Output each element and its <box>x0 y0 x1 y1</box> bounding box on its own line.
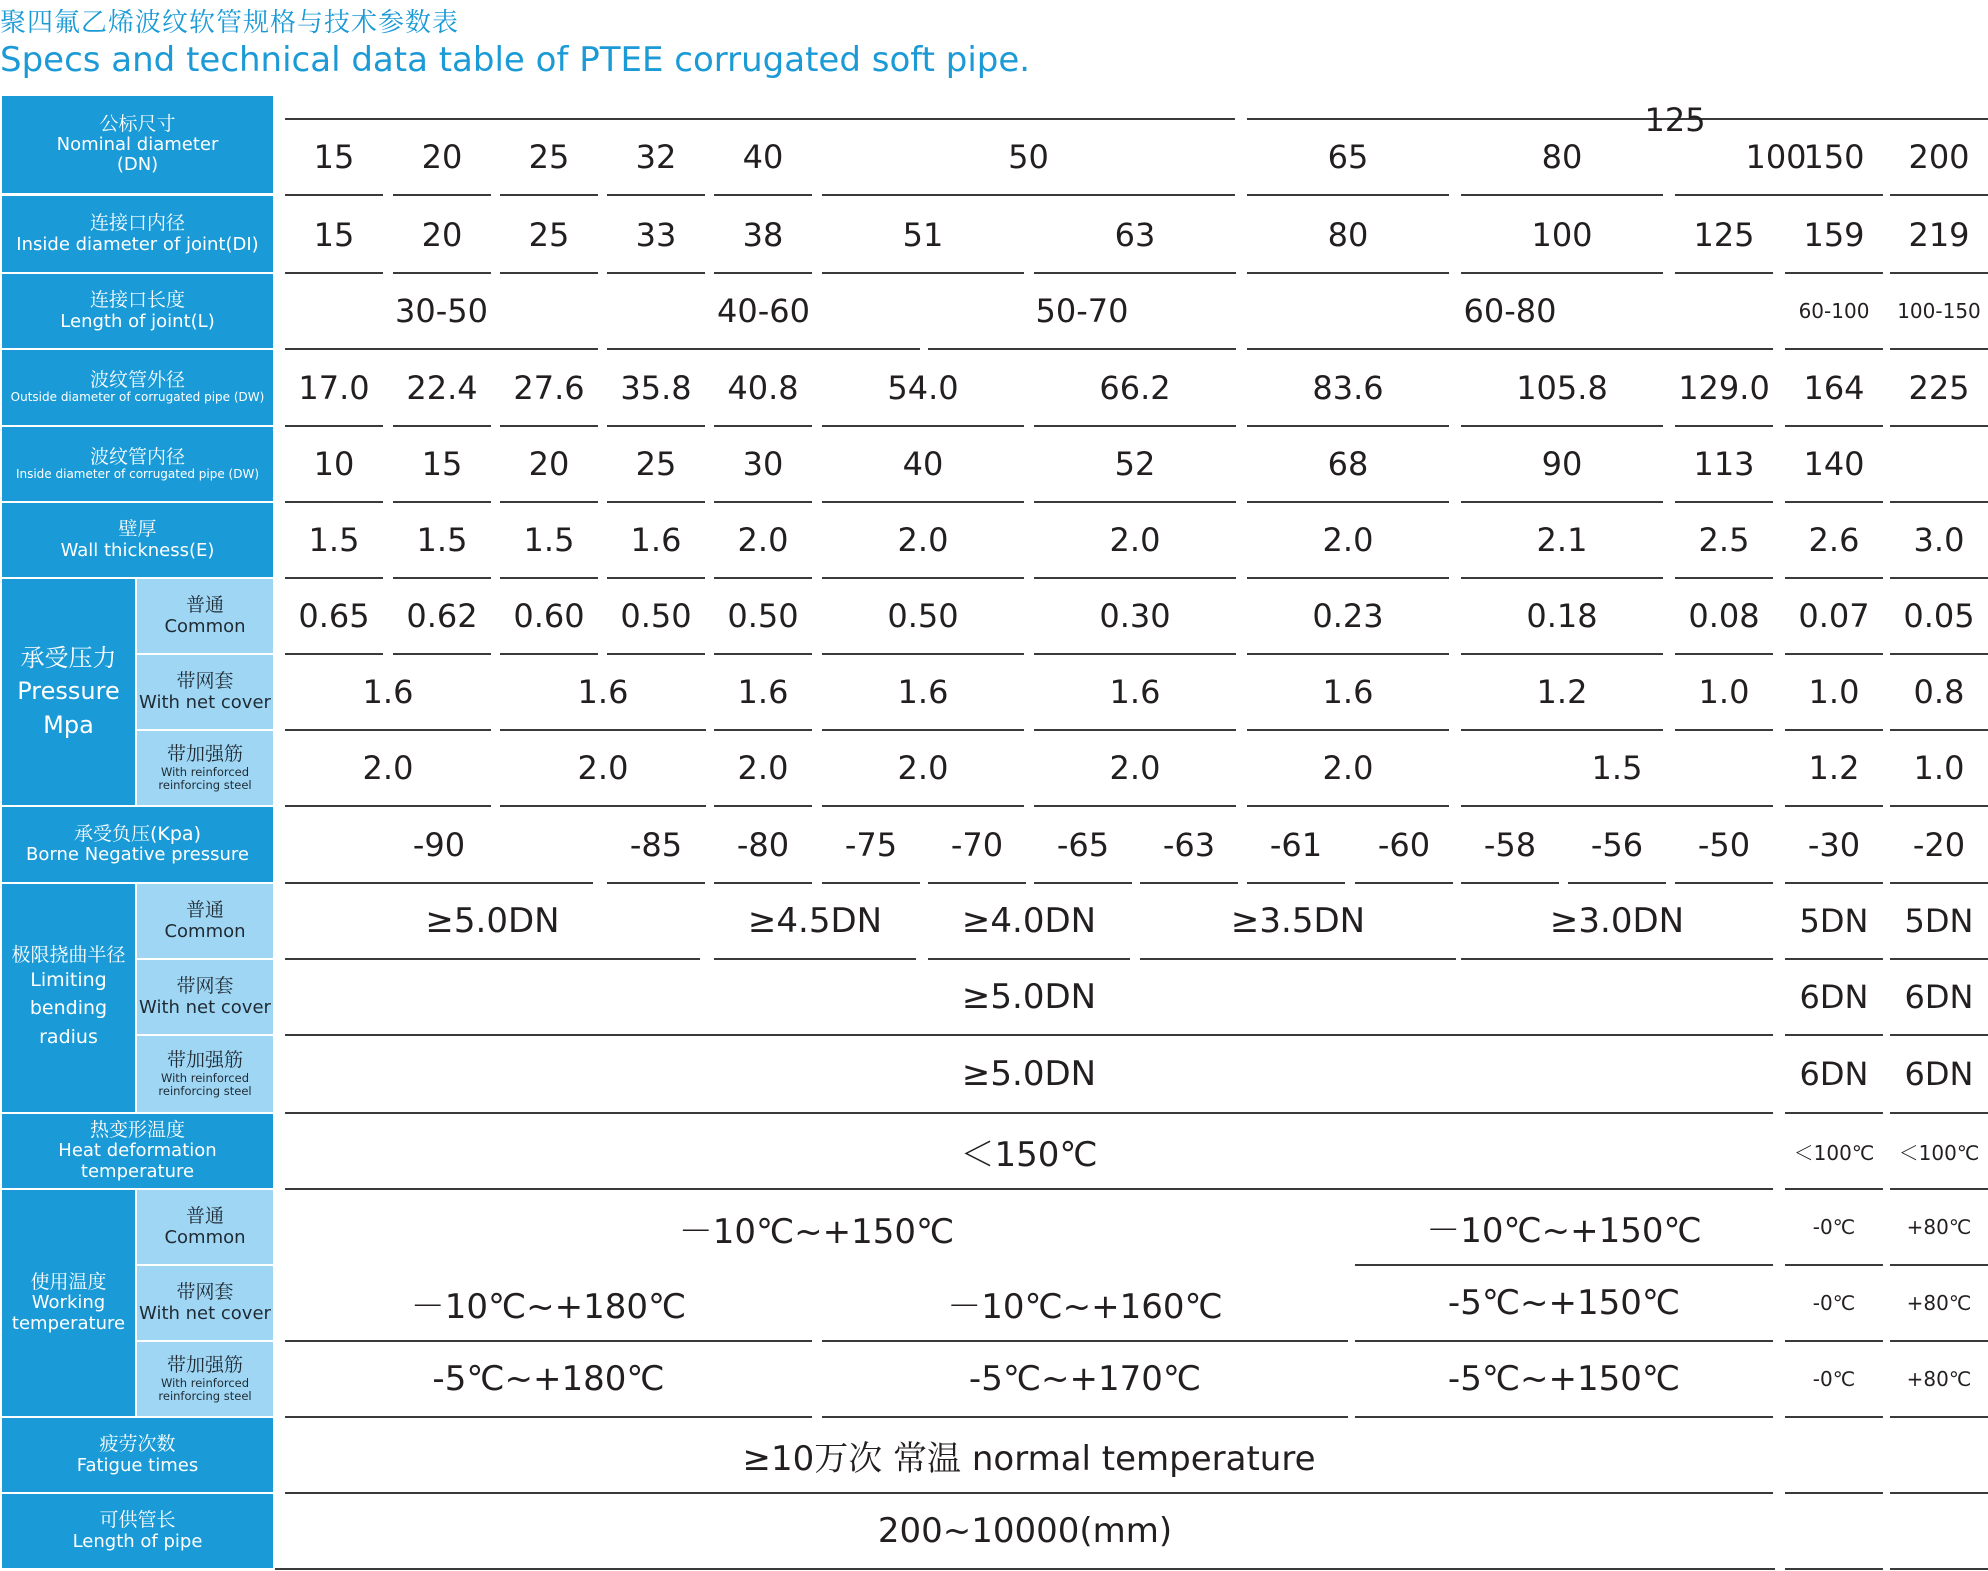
cell-wall-thickness: 2.1 <box>1461 503 1663 579</box>
header-outside-corrugated <box>2 350 273 425</box>
header-en-unit: Mpa <box>43 710 94 739</box>
header-cn: 承受压力 <box>20 643 117 672</box>
cell-bending-common: ≥4.0DN <box>928 884 1130 960</box>
cell-nominal-diameter: 150 <box>1785 120 1883 196</box>
cell-pressure-common: 0.23 <box>1247 579 1449 655</box>
header-pressure <box>2 579 135 805</box>
cell-nominal-diameter: 25 <box>500 120 598 196</box>
subheader-cn: 普通 <box>185 898 224 921</box>
cell-pressure-common: 0.50 <box>607 579 705 655</box>
cell-pipe-length-empty <box>1785 1494 1883 1570</box>
subheader-bending-common <box>137 884 273 958</box>
cell-pressure-net: 1.6 <box>500 655 706 731</box>
cell-negative-pressure: -60 <box>1355 807 1453 884</box>
cell-length-joint: 60-100 <box>1785 274 1883 350</box>
header-cn: 波纹管外径 <box>89 369 185 392</box>
cell-temp-reinforced: -0℃ <box>1785 1342 1883 1418</box>
cell-wall-thickness: 1.5 <box>500 503 598 579</box>
cell-wall-thickness: 2.0 <box>1034 503 1236 579</box>
cell-bending-reinforced: 6DN <box>1890 1036 1988 1114</box>
cell-fatigue-empty <box>1890 1418 1988 1494</box>
cell-outside-corrugated: 129.0 <box>1675 350 1773 427</box>
cell-inside-corrugated: 20 <box>500 427 598 503</box>
cell-temp-reinforced: +80℃ <box>1890 1342 1988 1418</box>
subheader-en: With net cover <box>139 1302 271 1324</box>
cell-pressure-net: 1.2 <box>1461 655 1663 731</box>
cell-inside-corrugated: 140 <box>1785 427 1883 503</box>
header-negative-pressure <box>2 807 273 882</box>
subheader-temp-net <box>137 1266 273 1340</box>
cell-outside-corrugated: 66.2 <box>1034 350 1236 427</box>
cell-bending-net: ≥5.0DN <box>285 960 1773 1036</box>
cell-temp-common: －10℃~+150℃ <box>678 1211 955 1252</box>
cell-inside-corrugated: 15 <box>393 427 491 503</box>
cell-wall-thickness: 1.5 <box>285 503 383 579</box>
cell-pressure-common: 0.62 <box>393 579 491 655</box>
header-en-unit: (DN) <box>116 154 159 176</box>
cell-pressure-reinforced: 2.0 <box>822 731 1024 807</box>
cell-bending-common: 5DN <box>1785 884 1883 960</box>
cell-wall-thickness: 3.0 <box>1890 503 1988 579</box>
cell-wall-thickness: 2.0 <box>714 503 812 579</box>
cell-wall-thickness: 2.6 <box>1785 503 1883 579</box>
header-en: Length of pipe <box>72 1530 203 1552</box>
cell-pressure-reinforced: 2.0 <box>285 731 491 807</box>
cell-negative-pressure: -58 <box>1461 807 1559 884</box>
cell-fatigue-empty <box>1785 1418 1883 1494</box>
header-cn: 波纹管内径 <box>89 445 185 468</box>
cell-inside-joint: 159 <box>1785 198 1883 274</box>
cell-pressure-net: 1.6 <box>714 655 812 731</box>
header-cn: 热变形温度 <box>89 1119 185 1142</box>
header-en: Pressure <box>17 677 120 706</box>
cell-length-joint: 30-50 <box>285 274 598 350</box>
header-en: Wall thickness(E) <box>60 539 215 561</box>
cell-inside-joint: 33 <box>607 198 705 274</box>
header-en: Working <box>31 1292 106 1314</box>
cell-pressure-common: 0.07 <box>1785 579 1883 655</box>
subheader-bending-net <box>137 960 273 1034</box>
header-inside-corrugated <box>2 427 273 501</box>
cell-bending-reinforced: ≥5.0DN <box>285 1036 1773 1114</box>
cell-negative-pressure: -63 <box>1140 807 1238 884</box>
cell-outside-corrugated: 225 <box>1890 350 1988 427</box>
cell-temp-net: -0℃ <box>1785 1266 1883 1342</box>
cell-heat-deformation: ＜100℃ <box>1890 1114 1988 1190</box>
cell-outside-corrugated: 35.8 <box>607 350 705 427</box>
cell-length-joint: 60-80 <box>1247 274 1773 350</box>
cell-inside-corrugated: 52 <box>1034 427 1236 503</box>
cell-nominal-diameter: 32 <box>607 120 705 196</box>
header-cn: 公标尺寸 <box>99 112 176 135</box>
cell-temp-common: +80℃ <box>1890 1190 1988 1266</box>
header-nominal-diameter <box>2 96 273 193</box>
header-en: radius <box>39 1025 98 1048</box>
header-working-temp <box>2 1190 135 1416</box>
cell-inside-joint: 80 <box>1247 198 1449 274</box>
header-en: Length of joint(L) <box>60 310 215 332</box>
cell-pressure-reinforced: 2.0 <box>500 731 706 807</box>
cell-wall-thickness: 1.6 <box>607 503 705 579</box>
subheader-cn: 普通 <box>185 1204 224 1227</box>
subheader-pressure-common <box>137 579 273 653</box>
cell-wall-thickness: 2.5 <box>1675 503 1773 579</box>
cell-pressure-common: 0.30 <box>1034 579 1236 655</box>
cell-temp-net: －10℃~+180℃ <box>285 1266 812 1342</box>
cell-inside-corrugated: 30 <box>714 427 812 503</box>
cell-temp-common: －10℃~+150℃ <box>1355 1190 1773 1266</box>
header-en: Borne Negative pressure <box>26 844 249 866</box>
subheader-en: With reinforced <box>160 1070 250 1085</box>
header-wall-thickness <box>2 503 273 577</box>
cell-inside-corrugated <box>1890 427 1988 503</box>
cell-bending-common: ≥3.5DN <box>1140 884 1456 960</box>
cell-outside-corrugated: 27.6 <box>500 350 598 427</box>
cell-pressure-net: 1.0 <box>1675 655 1773 731</box>
header-inside-joint <box>2 196 273 272</box>
subheader-cn: 带网套 <box>176 669 234 692</box>
header-cn: 连接口长度 <box>89 289 185 312</box>
cell-temp-net: +80℃ <box>1890 1266 1988 1342</box>
header-en: Inside diameter of joint(DI) <box>16 233 259 255</box>
cell-nominal-diameter: 200 <box>1890 120 1988 196</box>
cell-bending-reinforced: 6DN <box>1785 1036 1883 1114</box>
cell-temp-reinforced: -5℃~+170℃ <box>822 1342 1348 1418</box>
cell-bending-common: ≥5.0DN <box>285 884 700 960</box>
cell-heat-deformation: ＜150℃ <box>285 1114 1773 1190</box>
cell-nominal-diameter: 50 <box>822 120 1235 196</box>
cell-negative-pressure: -61 <box>1247 807 1345 884</box>
subheader-cn: 带网套 <box>176 974 234 997</box>
cell-pressure-net: 1.6 <box>1034 655 1236 731</box>
cell-pressure-common: 0.08 <box>1675 579 1773 655</box>
cell-temp-common: -0℃ <box>1785 1190 1883 1266</box>
cell-negative-pressure: -50 <box>1675 807 1773 884</box>
header-en: bending <box>29 997 108 1020</box>
cell-outside-corrugated: 17.0 <box>285 350 383 427</box>
cell-heat-deformation: ＜100℃ <box>1785 1114 1883 1190</box>
header-en: Inside diameter of corrugated pipe (DW) <box>15 466 260 481</box>
cell-negative-pressure: -65 <box>1034 807 1132 884</box>
cell-pressure-reinforced: 2.0 <box>1247 731 1449 807</box>
cell-nominal-diameter: 100 <box>1675 120 1877 196</box>
header-cn: 壁厚 <box>118 518 157 541</box>
cell-inside-joint: 63 <box>1034 198 1236 274</box>
cell-pressure-common: 0.18 <box>1461 579 1663 655</box>
cell-pressure-net: 1.6 <box>822 655 1024 731</box>
page-title-en: Specs and technical data table of PTEE corrugated soft pipe. <box>0 40 1031 80</box>
subheader-en: reinforcing steel <box>158 777 252 792</box>
cell-inside-corrugated: 68 <box>1247 427 1449 503</box>
cell-wall-thickness: 2.0 <box>822 503 1024 579</box>
cell-nominal-diameter: 20 <box>393 120 491 196</box>
subheader-en: With reinforced <box>160 764 250 779</box>
cell-pressure-net: 1.0 <box>1785 655 1883 731</box>
cell-pipe-length: 200~10000(mm) <box>275 1494 1775 1570</box>
cell-bending-net: 6DN <box>1785 960 1883 1036</box>
cell-wall-thickness: 2.0 <box>1247 503 1449 579</box>
subheader-temp-common <box>137 1190 273 1264</box>
cell-outside-corrugated: 105.8 <box>1461 350 1663 427</box>
header-en: temperature <box>11 1312 126 1334</box>
subheader-en: reinforcing steel <box>158 1083 252 1098</box>
cell-pressure-reinforced: 2.0 <box>1034 731 1236 807</box>
cell-pressure-common: 0.05 <box>1890 579 1988 655</box>
cell-outside-corrugated: 164 <box>1785 350 1883 427</box>
header-bending-radius <box>2 884 135 1112</box>
cell-inside-corrugated: 25 <box>607 427 705 503</box>
cell-temp-reinforced: -5℃~+180℃ <box>285 1342 812 1418</box>
cell-outside-corrugated: 83.6 <box>1247 350 1449 427</box>
cell-inside-joint: 51 <box>822 198 1024 274</box>
cell-outside-corrugated: 40.8 <box>714 350 812 427</box>
header-en: Nominal diameter <box>56 133 219 155</box>
cell-negative-pressure: -75 <box>822 807 920 884</box>
cell-bending-net: 6DN <box>1890 960 1988 1036</box>
header-fatigue <box>2 1418 273 1492</box>
cell-temp-net: -5℃~+150℃ <box>1355 1266 1773 1342</box>
subheader-pressure-net <box>137 655 273 729</box>
subheader-en: reinforcing steel <box>158 1388 252 1403</box>
cell-negative-pressure: -56 <box>1568 807 1666 884</box>
header-cn: 极限挠曲半径 <box>11 943 126 966</box>
cell-bending-common: ≥3.0DN <box>1461 884 1773 960</box>
header-en: Limiting <box>30 968 107 991</box>
subheader-cn: 带加强筋 <box>166 742 243 765</box>
cell-inside-corrugated: 40 <box>822 427 1024 503</box>
cell-pressure-net: 1.6 <box>1247 655 1449 731</box>
subheader-cn: 普通 <box>185 593 224 616</box>
header-cn: 使用温度 <box>30 1271 107 1294</box>
header-cn: 连接口内径 <box>89 212 185 235</box>
cell-inside-joint: 219 <box>1890 198 1988 274</box>
subheader-en: With reinforced <box>160 1375 250 1390</box>
cell-inside-corrugated: 10 <box>285 427 383 503</box>
cell-inside-corrugated: 90 <box>1461 427 1663 503</box>
cell-bending-common: 5DN <box>1890 884 1988 960</box>
cell-negative-pressure: -85 <box>607 807 705 884</box>
header-length-joint <box>2 274 273 348</box>
cell-negative-pressure: -20 <box>1890 807 1988 884</box>
header-cn: 承受负压(Kpa) <box>74 822 201 845</box>
cell-pressure-common: 0.60 <box>500 579 598 655</box>
subheader-cn: 带网套 <box>176 1280 234 1303</box>
cell-inside-joint: 15 <box>285 198 383 274</box>
subheader-en: Common <box>164 1226 246 1248</box>
header-heat-deformation <box>2 1114 273 1188</box>
cell-bending-common: ≥4.5DN <box>714 884 916 960</box>
cell-pressure-common: 0.65 <box>285 579 383 655</box>
subheader-cn: 带加强筋 <box>166 1048 243 1071</box>
cell-negative-pressure: -90 <box>285 807 593 884</box>
cell-outside-corrugated: 54.0 <box>822 350 1024 427</box>
cell-inside-joint: 20 <box>393 198 491 274</box>
cell-inside-corrugated: 113 <box>1675 427 1773 503</box>
header-en: Fatigue times <box>76 1454 199 1476</box>
cell-pipe-length-empty <box>1890 1494 1988 1570</box>
cell-inside-joint: 125 <box>1675 198 1773 274</box>
cell-length-joint: 50-70 <box>928 274 1236 350</box>
cell-fatigue: ≥10万次 常温 normal temperature <box>285 1418 1773 1494</box>
cell-wall-thickness: 1.5 <box>393 503 491 579</box>
page-title-cn: 聚四氟乙烯波纹软管规格与技术参数表 <box>0 8 460 38</box>
subheader-en: With net cover <box>139 996 271 1018</box>
header-pipe-length <box>2 1494 273 1568</box>
cell-pressure-common: 0.50 <box>714 579 812 655</box>
header-en: Heat deformation temperature <box>58 1140 217 1182</box>
header-en: Outside diameter of corrugated pipe (DW) <box>10 390 265 405</box>
cell-pressure-net: 0.8 <box>1890 655 1988 731</box>
cell-inside-joint: 38 <box>714 198 812 274</box>
cell-pressure-reinforced: 2.0 <box>714 731 812 807</box>
cell-pressure-common: 0.50 <box>822 579 1024 655</box>
cell-nominal-diameter: 65 <box>1247 120 1449 196</box>
cell-length-joint: 40-60 <box>607 274 920 350</box>
cell-pressure-reinforced: 1.2 <box>1785 731 1883 807</box>
subheader-en: Common <box>164 615 246 637</box>
cell-length-joint: 100-150 <box>1890 274 1988 350</box>
subheader-bending-reinforced <box>137 1036 273 1112</box>
cell-negative-pressure: -80 <box>714 807 812 884</box>
cell-inside-joint: 25 <box>500 198 598 274</box>
subheader-temp-reinforced <box>137 1342 273 1416</box>
cell-nominal-diameter: 40 <box>714 120 812 196</box>
cell-negative-pressure: -30 <box>1785 807 1883 884</box>
subheader-cn: 带加强筋 <box>166 1353 243 1376</box>
subheader-pressure-reinforced <box>137 731 273 805</box>
header-cn: 可供管长 <box>99 1509 176 1532</box>
cell-negative-pressure: -70 <box>928 807 1026 884</box>
cell-pressure-net: 1.6 <box>285 655 491 731</box>
cell-inside-joint: 100 <box>1461 198 1663 274</box>
subheader-en: With net cover <box>139 691 271 713</box>
cell-nominal-diameter: 80 <box>1461 120 1663 196</box>
header-cn: 疲劳次数 <box>99 1433 176 1456</box>
cell-pressure-reinforced: 1.0 <box>1890 731 1988 807</box>
cell-temp-reinforced: -5℃~+150℃ <box>1355 1342 1773 1418</box>
subheader-en: Common <box>164 920 246 942</box>
cell-outside-corrugated: 22.4 <box>393 350 491 427</box>
cell-temp-net: －10℃~+160℃ <box>822 1266 1348 1342</box>
cell-nominal-diameter: 15 <box>285 120 383 196</box>
cell-pressure-reinforced: 1.5 <box>1461 731 1773 807</box>
